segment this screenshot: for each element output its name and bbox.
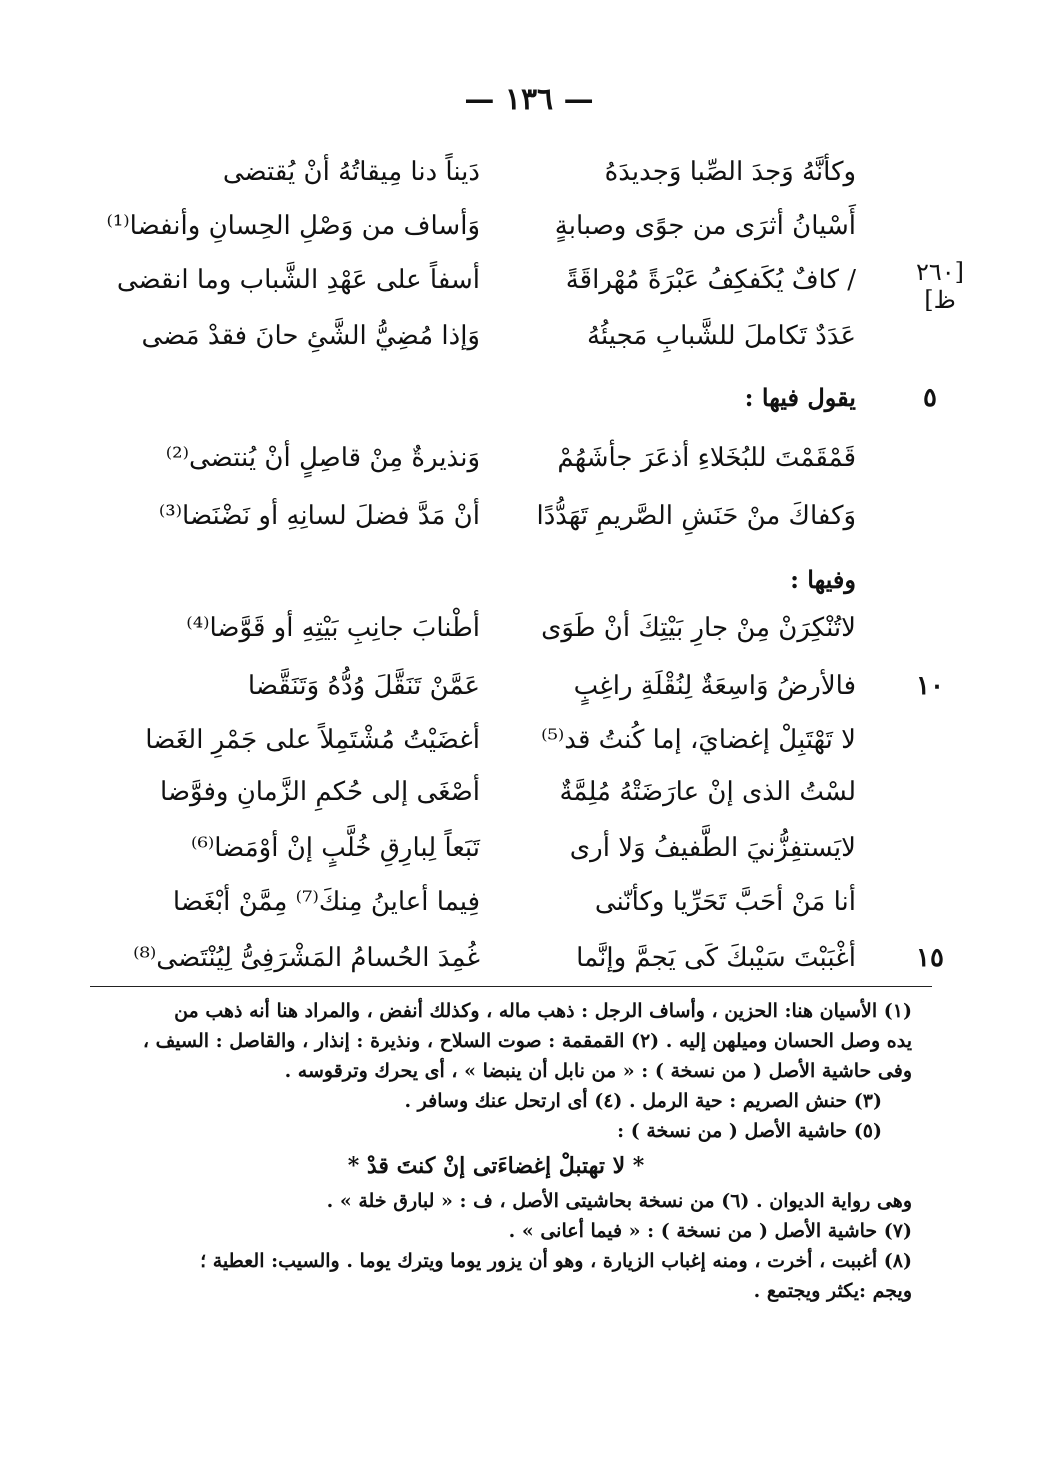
verse-first-hemistich: عَدَدٌ تَكاملَ للشَّبابِ مَجيئُهُ xyxy=(587,321,856,351)
verse-second-hemistich: أغضَيْتُ مُشْتَمِلاً على جَمْرِ الغَضا xyxy=(145,725,480,755)
verse-second-hemistich: عَمَّنْ تَنَقَّلَ وُدُّهُ وَتَنَقَّضا xyxy=(247,671,480,701)
verse-second-hemistich: وَأساف من وَصْلِ الحِسانِ وأنفضا⁽¹⁾ xyxy=(106,211,480,241)
verse-line xyxy=(0,766,1058,818)
verse-line xyxy=(0,932,1058,984)
verse-line xyxy=(0,432,1058,484)
section-heading: يقول فيها : xyxy=(744,383,856,412)
footnote-quoted-verse: * لا تهتبلْ إغضاءَتى إنْ كنتَ قدْ * xyxy=(347,1153,645,1179)
footnote-line: وفى حاشية الأصل ( من نسخة ) : « من نابل أن ينبضا » ، أى يحرك وترقوسه . xyxy=(284,1060,912,1082)
verse-first-hemistich: لايَستفِزُّنيَ الطَّفيفُ وَلا أرى xyxy=(569,833,856,863)
footnote-line: يده وصل الحسان وميلهن إليه . (٢) القمقمة : صوت السلاح ، ونذيرة : إنذار ، والقاصل : السيف ، xyxy=(142,1030,912,1052)
verse-line xyxy=(0,200,1058,252)
verse-first-hemistich: لا تَهْتَبِلْ إغضايَ، إما كُنتُ قد⁽⁵⁾ xyxy=(541,725,856,755)
verse-second-hemistich: أنْ مَدَّ فضلَ لسانِهِ أو نَضْنَضا⁽³⁾ xyxy=(158,501,480,531)
verse-second-hemistich: دَيناً دنا مِيقاتُهُ أنْ يُقتضى xyxy=(222,157,480,187)
line-number: ١٥ xyxy=(916,943,944,973)
section-heading: وفيها : xyxy=(790,565,856,594)
page-number: — ١٣٦ — xyxy=(464,82,594,117)
footnotes xyxy=(80,996,912,1306)
footnote-line: ويجم :يكثر ويجتمع . xyxy=(753,1280,912,1302)
margin-manuscript-reference: [٢٦٠ ظ] xyxy=(915,258,965,314)
verse-second-hemistich: تَبَعاً لِبارِقِ خُلَّبٍ إنْ أوْمَضا⁽⁶⁾ xyxy=(191,833,480,863)
verse-first-hemistich: قَمْقَمْتَ للبُخَلاءِ أذعَرَ جأشَهُمْ xyxy=(557,443,856,473)
verse-first-hemistich: فالأرضُ وَاسِعَةٌ لِنُقْلَةِ راغِبٍ xyxy=(573,671,856,701)
verse-line xyxy=(0,660,1058,712)
verse-first-hemistich: وكأنَّهُ وَجدَ الصِّبا وَجديدَهُ xyxy=(604,157,856,187)
verse-line xyxy=(0,714,1058,766)
verse-line xyxy=(0,146,1058,198)
verse-second-hemistich: وَنذيرةٌ مِنْ قاصِلٍ أنْ يُنتضى⁽²⁾ xyxy=(165,443,480,473)
verse-first-hemistich: لسْتُ الذى إنْ عارَضَتْهُ مُلِمَّةٌ xyxy=(559,777,856,807)
verse-first-hemistich: أنا مَنْ أحَبَّ تَحَرِّيا وكأنّنى xyxy=(594,887,856,917)
verse-first-hemistich: أَسْيانُ أثرَى من جوًى وصبابةٍ xyxy=(554,211,856,241)
verse-second-hemistich: وَإذا مُضِيُّ الشَّئِ حانَ فقدْ مَضى xyxy=(141,321,480,351)
verse-second-hemistich: أطْنابَ جانِبِ بَيْتِهِ أو قَوَّضا⁽⁴⁾ xyxy=(186,613,480,643)
verse-first-hemistich: وَكفاكَ منْ حَنَشِ الصَّريمِ تَهَدُّدًا xyxy=(536,501,856,531)
verse-line xyxy=(0,254,1058,306)
footnote-line: (٧) حاشية الأصل ( من نسخة ) : « فيما أعانى » . xyxy=(508,1220,912,1242)
verse-first-hemistich: أغْبَبْتَ سَيْبكَ كَى يَجمَّ وإنَّما xyxy=(576,943,856,973)
footnote-line: (٨) أغببت ، أخرت ، ومنه إغباب الزيارة ، وهو أن يزور يوما ويترك يوما . والسيب: العطية ؛ xyxy=(200,1250,912,1272)
verse-second-hemistich: فِيما أعاينُ مِنكَ⁽⁷⁾ مِمَّنْ أبْغَضا xyxy=(172,887,480,917)
footnote-line: (٣) حنش الصريم : حية الرمل . (٤) أى ارتحل عنك وسافر . xyxy=(404,1090,882,1112)
footnote-line: وهى رواية الديوان . (٦) من نسخة بحاشيتى الأصل ، ف : « لبارق خلة » . xyxy=(326,1190,912,1212)
line-number: ٥ xyxy=(923,383,937,413)
verse-first-hemistich: لاتُنْكِرَنْ مِنْ جارِ بَيْتِكَ أنْ طَوَى xyxy=(541,613,856,643)
line-number: ١٠ xyxy=(916,671,944,701)
verse-line xyxy=(0,602,1058,654)
verse-line xyxy=(0,310,1058,362)
footnote-separator xyxy=(90,986,932,987)
verse-line xyxy=(0,876,1058,928)
verse-line xyxy=(0,822,1058,874)
footnote-line: (١) الأسيان هنا: الحزين ، وأساف الرجل : ذهب ماله ، وكذلك أنفض ، والمراد هنا أنه ذهب من xyxy=(174,1000,912,1022)
verse-line xyxy=(0,490,1058,542)
verse-second-hemistich: غُمِدَ الحُسامُ المَشْرَفِىُّ لِيُنْتَضى⁽⁸⁾ xyxy=(133,943,480,973)
footnote-line: (٥) حاشية الأصل ( من نسخة ) : xyxy=(617,1120,882,1142)
verse-second-hemistich: أسفاً على عَهْدِ الشَّباب وما انقضى xyxy=(116,265,480,295)
verse-first-hemistich: / كافٌ يُكَفكِفُ عَبْرَةً مُهْراقَةً xyxy=(565,265,856,295)
verse-second-hemistich: أصْغَى إلى حُكمِ الزَّمانِ وفوَّضا xyxy=(160,777,480,807)
